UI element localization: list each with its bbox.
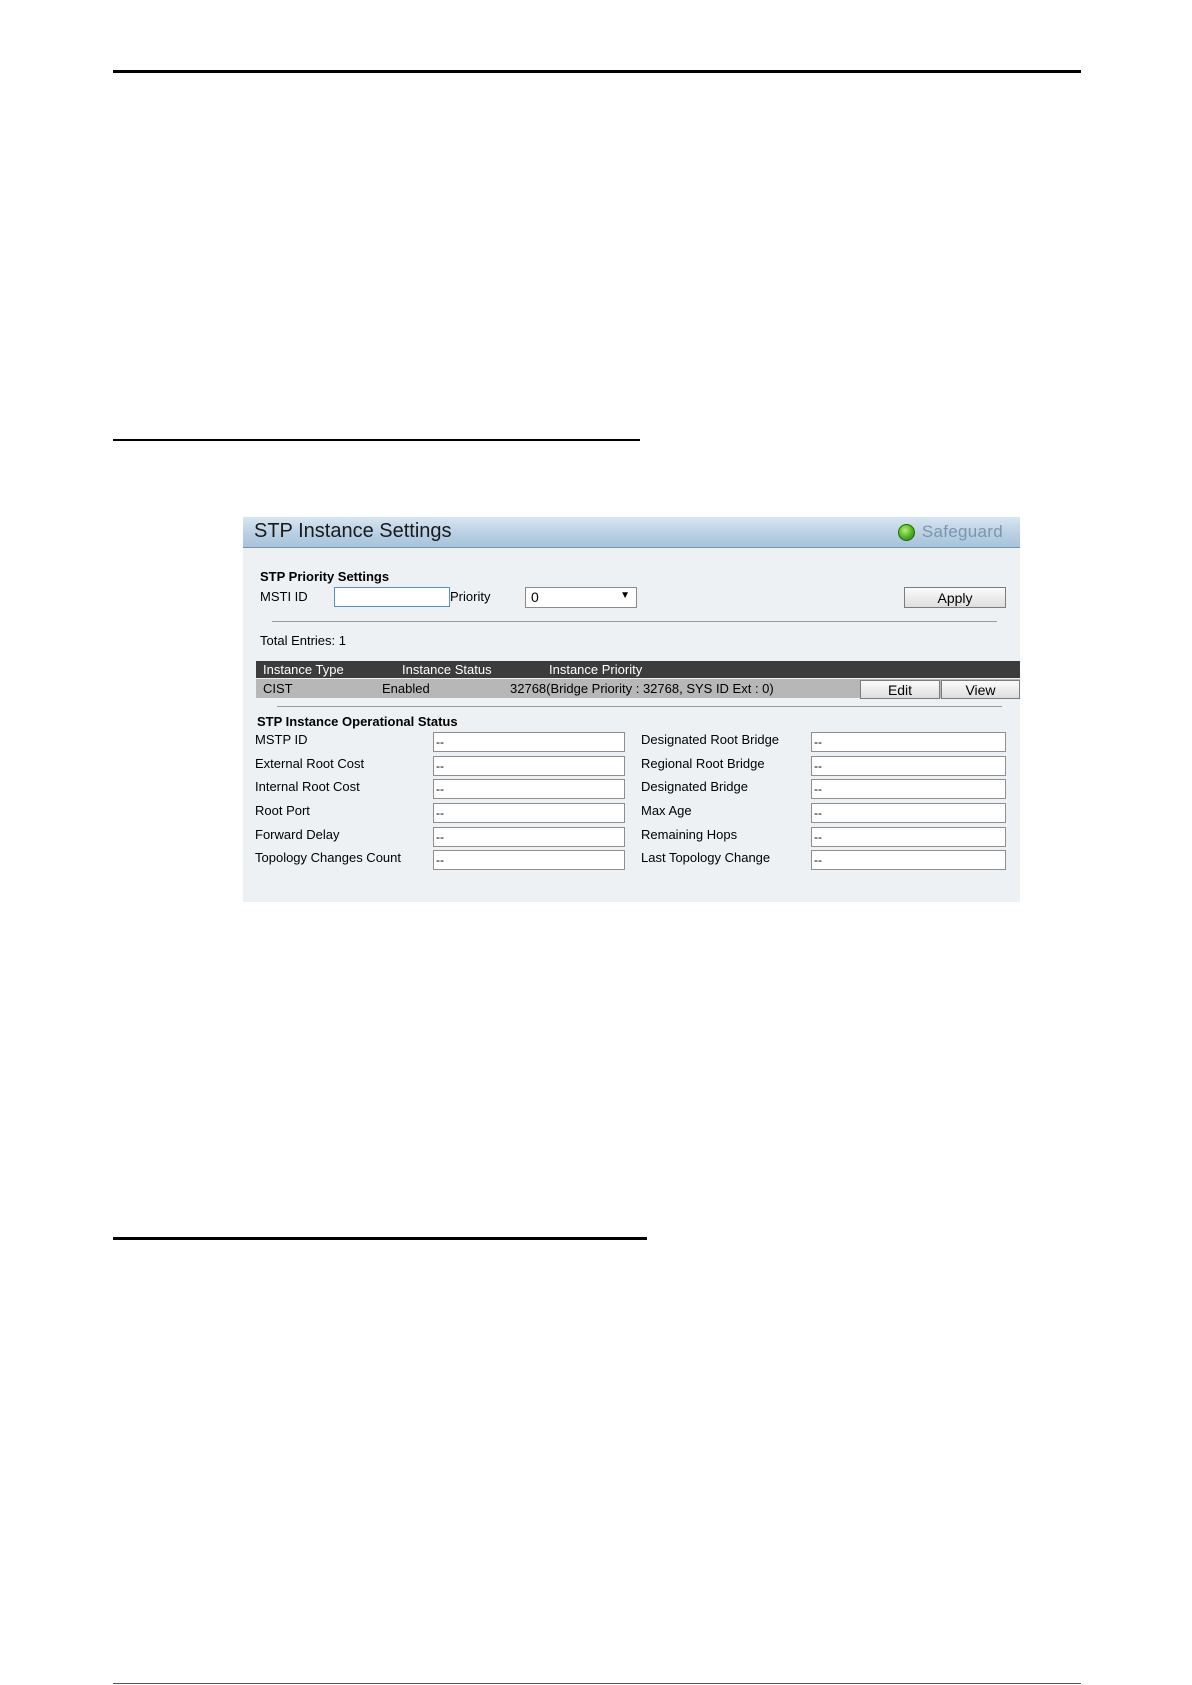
label-max-age: Max Age <box>641 803 692 818</box>
section-rule <box>113 1237 647 1240</box>
column-header-instance-priority: Instance Priority <box>549 662 643 677</box>
field-regional-root-bridge: -- <box>811 756 1006 776</box>
safeguard-label: Safeguard <box>921 522 1003 541</box>
field-external-root-cost: -- <box>433 756 625 776</box>
field-mstp-id: -- <box>433 732 625 752</box>
label-forward-delay: Forward Delay <box>255 827 340 842</box>
label-remaining-hops: Remaining Hops <box>641 827 738 842</box>
label-regional-root-bridge: Regional Root Bridge <box>641 756 765 771</box>
field-designated-bridge: -- <box>811 779 1006 799</box>
footer-rule <box>113 1683 1081 1684</box>
msti-id-label: MSTI ID <box>260 589 308 604</box>
apply-button[interactable]: Apply <box>904 587 1006 608</box>
label-designated-root-bridge: Designated Root Bridge <box>641 732 780 747</box>
label-designated-bridge: Designated Bridge <box>641 779 748 794</box>
label-external-root-cost: External Root Cost <box>255 756 365 771</box>
field-topology-changes-count: -- <box>433 850 625 870</box>
field-forward-delay: -- <box>433 827 625 847</box>
safeguard-indicator <box>898 521 1003 543</box>
column-header-instance-type: Instance Type <box>263 662 344 677</box>
field-designated-root-bridge: -- <box>811 732 1006 752</box>
total-entries: Total Entries: 1 <box>260 633 346 648</box>
view-button[interactable]: View <box>941 680 1020 699</box>
cell-instance-priority: 32768(Bridge Priority : 32768, SYS ID Ext : 0) <box>510 681 774 696</box>
field-max-age: -- <box>811 803 1006 823</box>
cell-instance-type: CIST <box>263 681 293 696</box>
cell-instance-status: Enabled <box>382 681 430 696</box>
field-last-topology-change: -- <box>811 850 1006 870</box>
label-last-topology-change: Last Topology Change <box>641 850 771 865</box>
instance-table-header <box>256 661 1020 678</box>
field-remaining-hops: -- <box>811 827 1006 847</box>
header-rule <box>113 70 1081 73</box>
stp-instance-settings-panel <box>243 517 1020 902</box>
field-root-port: -- <box>433 803 625 823</box>
label-internal-root-cost: Internal Root Cost <box>255 779 360 794</box>
divider <box>277 706 1002 707</box>
priority-settings-heading: STP Priority Settings <box>260 569 390 584</box>
safeguard-status-icon <box>898 524 915 541</box>
panel-title: STP Instance Settings <box>254 520 452 542</box>
priority-label: Priority <box>450 589 491 604</box>
operational-status-heading: STP Instance Operational Status <box>257 714 458 729</box>
dropdown-arrow-icon: ▼ <box>620 590 630 601</box>
label-mstp-id: MSTP ID <box>255 732 308 747</box>
edit-button[interactable]: Edit <box>860 680 940 699</box>
priority-select[interactable] <box>525 587 637 608</box>
panel-titlebar <box>243 517 1020 548</box>
divider <box>272 621 997 622</box>
section-rule <box>113 439 640 441</box>
column-header-instance-status: Instance Status <box>402 662 492 677</box>
field-internal-root-cost: -- <box>433 779 625 799</box>
label-root-port: Root Port <box>255 803 310 818</box>
priority-selected-value: 0 <box>531 589 539 605</box>
label-topology-changes-count: Topology Changes Count <box>255 850 401 865</box>
msti-id-input[interactable] <box>334 587 450 607</box>
